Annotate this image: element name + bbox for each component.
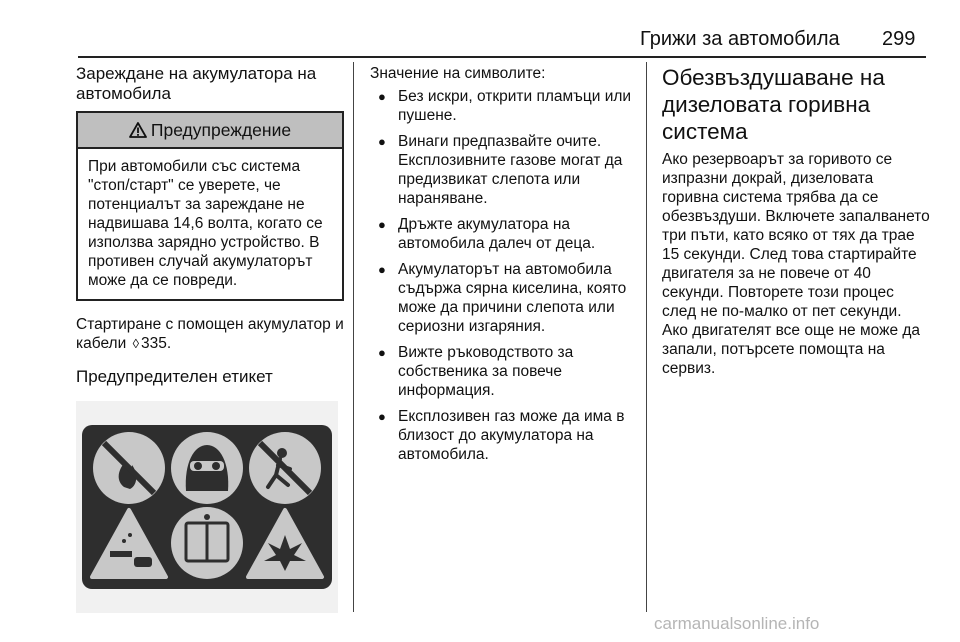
bullet-icon: ● [378, 89, 386, 104]
list-item-text: Дръжте акумулатора на автомобила далеч от деца. [398, 216, 596, 252]
diesel-bleeding-heading: Обезвъздушаване на дизеловата горивна система [662, 65, 885, 144]
warning-label-graphic [76, 401, 338, 613]
list-item [370, 343, 634, 400]
warning-header [78, 113, 342, 149]
warning-box [76, 111, 344, 301]
symbols-intro: Значение на символите: [370, 65, 546, 82]
left-column [76, 64, 344, 613]
jump-start-paragraph [76, 315, 344, 353]
page-reference-icon: ◊ [132, 336, 140, 351]
bullet-icon: ● [378, 345, 386, 360]
jump-start-page-link[interactable]: 335. [141, 335, 172, 352]
list-item [370, 260, 634, 336]
header-rule [78, 56, 926, 58]
list-item [370, 215, 634, 253]
read-manual-icon [171, 507, 243, 579]
list-item-text: Вижте ръководството за собственика за повече информация. [398, 344, 574, 399]
diesel-bleeding-text: Ако резервоарът за горивото се изпразни докрай, дизеловата горивна система трябва да се обезвъздуши. Включете запалването три пъти, като всяко от тях да трае 15 секунди. След това стартирайте двигателя за не повече от 40 секунди. Повторете този процес след не по-малко от пет секунди. Ако двигателят все още не може да запали, потърсете помощта на сервиз. [662, 151, 930, 377]
list-item-text: Без искри, открити пламъци или пушене. [398, 88, 632, 124]
bullet-icon: ● [378, 217, 386, 232]
list-item [370, 132, 634, 208]
no-flames-icon [93, 432, 165, 504]
warning-label-image [76, 401, 338, 613]
list-item [370, 87, 634, 125]
list-item-text: Експлозивен газ може да има в близост до акумулатора на автомобила. [398, 408, 625, 463]
right-column [662, 64, 930, 378]
battery-charging-heading: Зареждане на акумулатора на автомобила [76, 64, 317, 103]
eye-protection-icon [171, 432, 243, 504]
watermark: carmanualsonline.info [654, 614, 820, 633]
jump-start-text: Стартиране с помощен акумулатор и кабели [76, 316, 344, 352]
list-item [370, 407, 634, 464]
page-header-title: Грижи за автомобила [640, 28, 840, 50]
list-item-text: Акумулаторът на автомобила съдържа сярна киселина, която може да причини слепота или сериозни изгаряния. [398, 261, 627, 335]
warning-title: Предупреждение [150, 119, 292, 140]
bullet-icon: ● [378, 409, 386, 424]
warning-text: При автомобили със система "стоп/старт" се уверете, че потенциалът за зареждане не надвишава 14,6 волта, когато се използва зарядно устройство. В противен случай акумулаторът може да се повреди. [88, 158, 323, 289]
page-number: 299 [882, 28, 916, 50]
bullet-icon: ● [378, 262, 386, 277]
symbols-list [370, 87, 634, 464]
bullet-icon: ● [378, 134, 386, 149]
keep-children-away-icon [249, 432, 321, 504]
list-item-text: Винаги предпазвайте очите. Експлозивните газове могат да предизвикат слепота или нараняване. [398, 133, 623, 207]
warning-triangle-icon [129, 122, 147, 138]
middle-column [370, 64, 634, 471]
warning-label-heading: Предупредителен етикет [76, 367, 273, 386]
column-divider-left [353, 62, 354, 612]
column-divider-right [646, 62, 647, 612]
